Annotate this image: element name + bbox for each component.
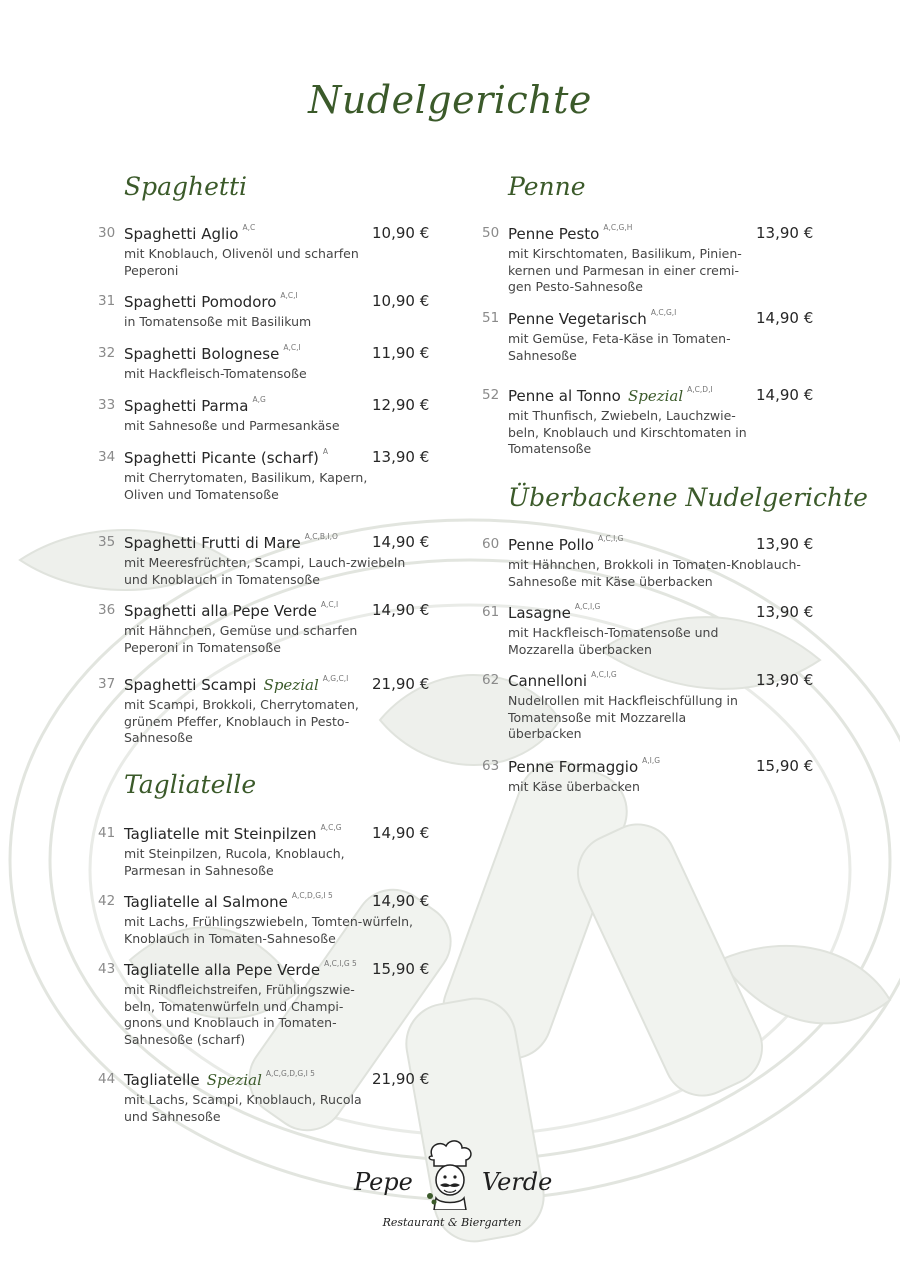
- item-description: mit Steinpilzen, Rucola, Knoblauch, Parmesan in Sahnesoße: [124, 846, 345, 878]
- page-title: Nudelgerichte: [308, 78, 592, 122]
- item-description: mit Cherrytomaten, Basilikum, Kapern, Oliven und Tomatensoße: [124, 470, 368, 502]
- item-price: 14,90 €: [756, 386, 814, 404]
- item-description: mit Rindfleichstreifen, Frühlingszwie-beln, Tomatenwürfeln und Champi-gnons und Knoblauch in Tomaten-Sahnesoße (scharf): [124, 982, 355, 1047]
- logo-subtitle: Restaurant & Biergarten: [382, 1216, 522, 1229]
- item-description: mit Thunfisch, Zwiebeln, Lauchzwie-beln, Knoblauch und Kirschtomaten in Tomatensoße: [508, 408, 747, 456]
- item-allergens: A: [322, 447, 328, 456]
- item-name: Lasagne: [508, 604, 571, 622]
- menu-item: [98, 447, 464, 503]
- menu-item: [98, 891, 464, 947]
- menu-item: [98, 959, 464, 1048]
- item-description: mit Kirschtomaten, Basilikum, Pinien-kernen und Parmesan in einer cremi-gen Pesto-Sahnesoße: [508, 246, 742, 294]
- item-price: 15,90 €: [756, 757, 814, 775]
- item-price: 12,90 €: [372, 396, 430, 414]
- item-price: 15,90 €: [372, 960, 430, 978]
- menu-item: [98, 343, 464, 383]
- item-description: in Tomatensoße mit Basilikum: [124, 314, 312, 329]
- item-name: Spaghetti Pomodoro: [124, 293, 277, 311]
- menu-item: [98, 600, 464, 656]
- item-number: 62: [482, 672, 500, 688]
- restaurant-logo: [350, 1138, 553, 1238]
- logo-word-verde: Verde: [482, 1168, 553, 1196]
- item-allergens: A,C,I,G: [597, 534, 624, 543]
- item-allergens: A,C,I,G: [574, 602, 601, 611]
- item-description: mit Hackfleisch-Tomatensoße und Mozzarella überbacken: [508, 625, 719, 657]
- menu-item: [98, 674, 464, 747]
- item-number: 60: [482, 536, 500, 552]
- section-title-ueberbacken: Überbackene Nudelgerichte: [508, 483, 868, 512]
- item-description: mit Meeresfrüchten, Scampi, Lauch-zwiebeln und Knoblauch in Tomatensoße: [124, 555, 406, 587]
- item-description: mit Sahnesoße und Parmesankäse: [124, 418, 340, 433]
- menu-item: [98, 291, 464, 331]
- item-allergens: A,C,I,G 5: [324, 959, 357, 968]
- item-number: 63: [482, 758, 500, 774]
- item-number: 50: [482, 225, 500, 241]
- item-number: 33: [98, 397, 116, 413]
- menu-item: [98, 532, 464, 588]
- section-title-spaghetti: Spaghetti: [124, 172, 248, 201]
- item-price: 14,90 €: [756, 309, 814, 327]
- menu-item: [482, 756, 848, 796]
- item-name: Tagliatelle mit Steinpilzen: [124, 825, 317, 843]
- item-allergens: A,G: [252, 395, 266, 404]
- item-number: 36: [98, 602, 116, 618]
- item-name: Spaghetti Scampi: [124, 676, 257, 694]
- item-allergens: A,C,G: [320, 823, 342, 832]
- item-price: 14,90 €: [372, 824, 430, 842]
- menu-item: [482, 385, 848, 458]
- logo-word-pepe: Pepe: [354, 1168, 413, 1196]
- menu-item: [98, 823, 464, 879]
- item-price: 10,90 €: [372, 292, 430, 310]
- item-name: Penne Vegetarisch: [508, 310, 647, 328]
- item-number: 35: [98, 534, 116, 550]
- item-description: mit Lachs, Scampi, Knoblauch, Rucola und Sahnesoße: [124, 1092, 362, 1124]
- item-description: mit Lachs, Frühlingszwiebeln, Tomten-würfeln, Knoblauch in Tomaten-Sahnesoße: [124, 914, 414, 946]
- chef-icon: [422, 1138, 478, 1210]
- item-allergens: A,C: [242, 223, 256, 232]
- spezial-badge: Spezial: [627, 387, 684, 405]
- item-price: 13,90 €: [756, 603, 814, 621]
- item-number: 37: [98, 676, 116, 692]
- spezial-badge: Spezial: [206, 1071, 262, 1089]
- item-price: 21,90 €: [372, 1070, 430, 1088]
- item-number: 43: [98, 961, 116, 977]
- item-name: Cannelloni: [508, 672, 588, 690]
- item-name: Spaghetti alla Pepe Verde: [124, 602, 317, 620]
- menu-item: [482, 308, 848, 364]
- item-name: Penne Formaggio: [508, 758, 639, 776]
- item-price: 13,90 €: [756, 224, 814, 242]
- item-description: mit Knoblauch, Olivenöl und scharfen Peperoni: [124, 246, 359, 278]
- item-description: mit Hackfleisch-Tomatensoße: [124, 366, 307, 381]
- item-name: Penne Pollo: [508, 536, 594, 554]
- menu-item: [482, 602, 848, 658]
- item-name: Spaghetti Aglio: [124, 225, 239, 243]
- item-allergens: A,C,G,D,G,I 5: [265, 1069, 315, 1078]
- item-name: Penne al Tonno: [508, 387, 621, 405]
- item-number: 51: [482, 310, 500, 326]
- item-description: mit Käse überbacken: [508, 779, 640, 794]
- item-description: mit Hähnchen, Brokkoli in Tomaten-Knoblauch-Sahnesoße mit Käse überbacken: [508, 557, 801, 589]
- item-name: Penne Pesto: [508, 225, 600, 243]
- item-number: 41: [98, 825, 116, 841]
- item-allergens: A,I,G: [642, 756, 661, 765]
- menu-item: [482, 223, 848, 296]
- item-allergens: A,C,G,I: [650, 308, 677, 317]
- item-name: Spaghetti Parma: [124, 397, 249, 415]
- menu-item: [98, 223, 464, 279]
- item-number: 34: [98, 449, 116, 465]
- menu-item: [98, 395, 464, 435]
- item-price: 10,90 €: [372, 224, 430, 242]
- item-number: 32: [98, 345, 116, 361]
- item-allergens: A,C,G,H: [603, 223, 633, 232]
- item-number: 42: [98, 893, 116, 909]
- item-number: 44: [98, 1071, 116, 1087]
- item-name: Spaghetti Frutti di Mare: [124, 534, 301, 552]
- item-price: 13,90 €: [756, 535, 814, 553]
- item-allergens: A,C,B,I,O: [304, 532, 338, 541]
- item-description: mit Hähnchen, Gemüse und scharfen Peperoni in Tomatensoße: [124, 623, 358, 655]
- item-price: 13,90 €: [372, 448, 430, 466]
- item-number: 52: [482, 387, 500, 403]
- menu-item: [482, 534, 848, 590]
- item-description: mit Gemüse, Feta-Käse in Tomaten-Sahnesoße: [508, 331, 731, 363]
- menu-item: [98, 1069, 464, 1125]
- item-name: Tagliatelle: [124, 1071, 200, 1089]
- item-name: Tagliatelle alla Pepe Verde: [124, 961, 321, 979]
- item-allergens: A,C,D,G,I 5: [291, 891, 333, 900]
- item-price: 11,90 €: [372, 344, 430, 362]
- item-description: mit Scampi, Brokkoli, Cherrytomaten, grünem Pfeffer, Knoblauch in Pesto-Sahnesoße: [124, 697, 359, 745]
- item-name: Tagliatelle al Salmone: [124, 893, 288, 911]
- item-allergens: A,C,I: [280, 291, 298, 300]
- item-price: 21,90 €: [372, 675, 430, 693]
- item-allergens: A,C,I: [283, 343, 301, 352]
- item-number: 30: [98, 225, 116, 241]
- item-price: 14,90 €: [372, 892, 430, 910]
- item-number: 31: [98, 293, 116, 309]
- menu-item: [482, 670, 848, 743]
- spezial-badge: Spezial: [263, 676, 319, 694]
- item-price: 14,90 €: [372, 533, 430, 551]
- item-description: Nudelrollen mit Hackfleischfüllung in Tomatensoße mit Mozzarella überbacken: [508, 693, 738, 741]
- item-name: Spaghetti Bolognese: [124, 345, 280, 363]
- item-price: 13,90 €: [756, 671, 814, 689]
- item-name: Spaghetti Picante (scharf): [124, 449, 319, 467]
- section-title-penne: Penne: [508, 172, 586, 201]
- item-allergens: A,G,C,I: [322, 674, 349, 683]
- item-number: 61: [482, 604, 500, 620]
- section-title-tagliatelle: Tagliatelle: [124, 770, 257, 799]
- item-price: 14,90 €: [372, 601, 430, 619]
- item-allergens: A,C,I: [320, 600, 339, 609]
- item-allergens: A,C,I,G: [591, 670, 617, 679]
- item-allergens: A,C,D,I: [687, 385, 713, 394]
